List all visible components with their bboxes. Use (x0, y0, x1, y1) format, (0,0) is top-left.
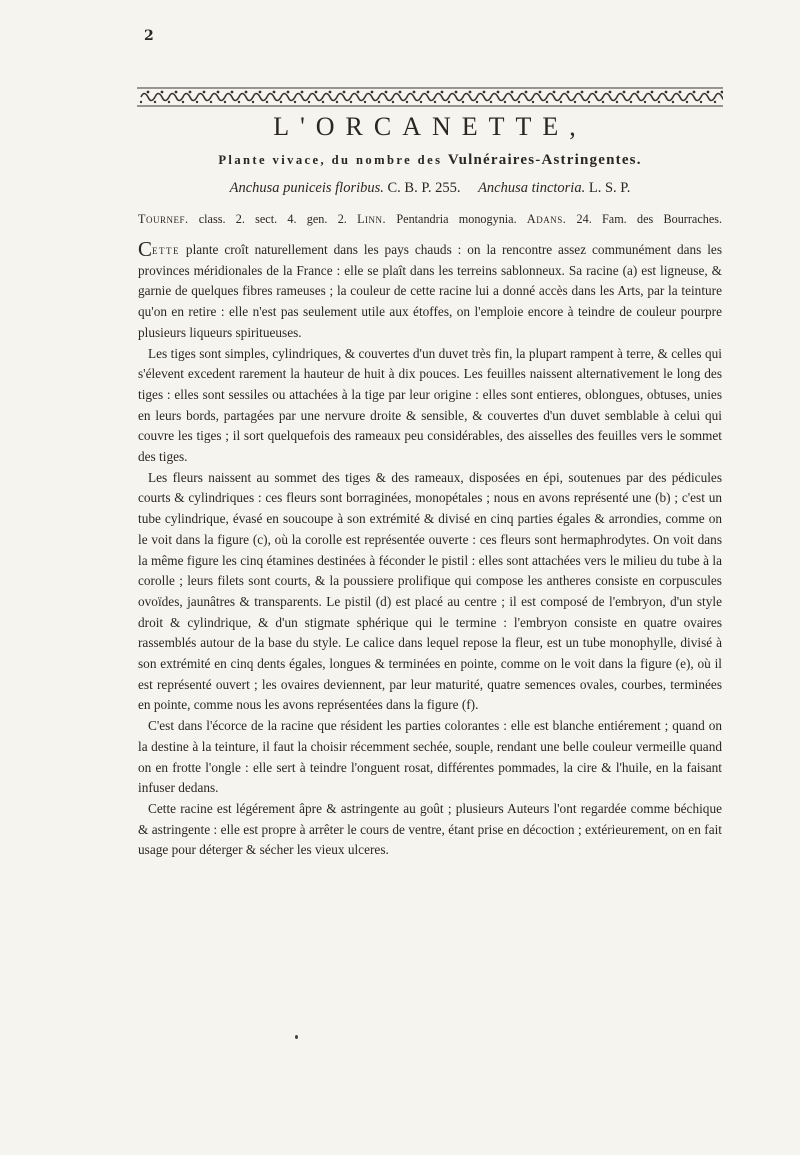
paragraph-5: Cette racine est légérement âpre & astringente au goût ; plusieurs Auteurs l'ont regardée comme béchique & astringente : elle est propre à arrêter le cours de ventre, étant prise en décoction ; extérieurement, on en fait usage pour déterger & sécher les vieux ulceres. (138, 800, 722, 858)
subtitle-part-2: Vulnéraires-Astringentes. (447, 152, 642, 168)
drop-cap: C (138, 237, 153, 261)
ink-speck (295, 1035, 298, 1039)
author-linnaeus: Linn. (357, 212, 387, 226)
classification-adanson: 24. Fam. des Bourraches. (576, 212, 723, 226)
author-tournefort: Tournef. (138, 212, 189, 226)
page-title: L'ORCANETTE, (273, 112, 587, 141)
paragraph-1-text: plante croît naturellement dans les pays chauds : on la rencontre assez communément dans les provinces méridionales de la France : elle se plaît dans les terreins sablonneux. Sa racine (a) est ligneuse, & garnie de quelques fibres rameuses ; la couleur de cette racine lui a donné accès dans les Arts, par la teinture qu'on en retire : elle n'est pas seulement utile aux étoffes, on l'emploie encore à teindre de couleur pourpre plusieurs liqueurs spiritueuses. (138, 242, 722, 340)
author-adanson: Adans. (526, 212, 567, 226)
body-text (138, 237, 722, 861)
paragraph-1 (138, 237, 722, 344)
paragraph-3: Les fleurs naissent au sommet des tiges & des rameaux, disposées en épi, soutenues par des pédicules courts & cylindriques : ces fleurs sont borraginées, monopétales ; nous en avons représenté une (b) ; c'est un tube cylindrique, évasé en soucoupe à son extrémité & divisé en cinq parties égales & arrondies, comme on le voit dans la figure (c), où la corolle est représentée ouverte : ces fleurs sont hermaphrodytes. On voit dans la même figure les cinq étamines destinées à féconder le pistil : elles sont attachées vers le milieu du tube à la corolle ; leurs filets sont courts, & la poussiere prolifique qui compose les antheres consiste en corpuscules ovoïdes, jaunâtres & transparents. Le pistil (d) est placé au centre ; il est composé de l'embryon, d'un style droit & cylindrique, & d'un stigmate sphérique qui le termine : l'embryon consiste en quatre ovaires rassemblés autour de la base du style. Le calice dans lequel repose la fleur, est un tube monophylle, divisé à son extrémité en cinq dents égales, longues & terminées en pointe, comme on le voit dans la figure (e), où il est représenté ouvert ; les ovaires deviennent, par leur maturité, quatre semences ovales, courbes, terminées en pointe, comme nous les avons représentées dans la figure (f). (138, 469, 722, 713)
subtitle-part-1: Plante vivace, du nombre des (218, 153, 448, 167)
paragraph-4: C'est dans l'écorce de la racine que résident les parties colorantes : elle est blanche entiérement ; quand on la destine à la teinture, il faut la choisir récemment sechée, souple, rendant une belle couleur vermeille quand on en frotte l'ongle : elle sert à teindre l'onguent rosat, différentes pommades, la cire & l'huile, en la faisant infuser dedans. (138, 718, 722, 796)
latin-name-1: Anchusa puniceis floribus. (229, 180, 384, 196)
paragraph-2: Les tiges sont simples, cylindriques, & couvertes d'un duvet très fin, la plupart rampent à terre, & celles qui s'élevent excedent rarement la hauteur de huit à dix pouces. Les feuilles naissent alternativement le long des tiges : elles sont sessiles ou attachées à la tige par leur origine : elles sont entieres, oblongues, obtuses, unies en leurs bords, partagées par une nervure droite & sensible, & couvertes d'un duvet semblable à celui qui couvre les tiges ; il sort quelquefois des rameaux peu considérables, des aisselles des feuilles vers le sommet des tiges. (138, 345, 722, 465)
latin-ref-2: L. S. P. (588, 180, 631, 196)
page-number: 2 (144, 28, 154, 44)
classification-linnaeus: Pentandria monogynia. (396, 212, 517, 226)
latin-name-2: Anchusa tinctoria. (478, 180, 586, 196)
decorative-border (137, 86, 723, 108)
classification-tournefort: class. 2. sect. 4. gen. 2. (198, 212, 347, 226)
classification-line (138, 212, 722, 227)
latin-name (137, 180, 723, 197)
latin-ref-1: C. B. P. 255. (387, 180, 461, 196)
drop-cap-rest: ette (152, 242, 181, 257)
subtitle (137, 152, 723, 169)
